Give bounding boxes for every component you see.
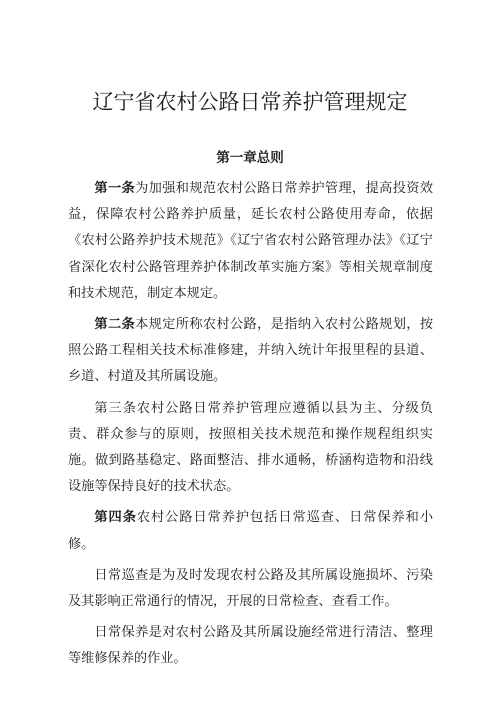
daily-maintenance-paragraph — [68, 620, 433, 672]
article-1-label: 第一条 — [94, 181, 136, 196]
article-2-paragraph — [68, 312, 433, 391]
daily-maintenance-text: 日常保养是对农村公路及其所属设施经常进行清洁、整理等维修保养的作业。 — [68, 625, 433, 667]
article-3-text: 第三条农村公路日常养护管理应遵循以县为主、分级负责、群众参与的原则，按照相关技术规范和操作规程组织实施。做到路基稳定、路面整洁、排水通畅，桥涵构造物和沿线设施等保持良好的技术状态。 — [68, 400, 433, 495]
article-4-text: 农村公路日常养护包括日常巡查、日常保养和小修。 — [68, 510, 434, 552]
article-2-text: 本规定所称农村公路，是指纳入农村公路规划，按照公路工程相关技术标准修建，并纳入统计年报里程的县道、乡道、村道及其所属设施。 — [68, 317, 434, 385]
article-4-label: 第四条 — [94, 510, 137, 526]
article-3-paragraph — [68, 396, 433, 501]
article-2-label: 第二条 — [94, 317, 136, 333]
article-4-paragraph — [68, 505, 433, 557]
chapter-heading: 第一章总则 — [216, 150, 284, 166]
document-body — [68, 176, 433, 673]
daily-inspection-text: 日常巡查是为及时发现农村公路及其所属设施损坏、污染及其影响正常通行的情况，开展的日常检查、查看工作。 — [68, 567, 433, 610]
daily-inspection-paragraph — [68, 563, 433, 615]
document-title: 辽宁省农村公路日常养护管理规定 — [92, 90, 408, 114]
article-1-text: 为加强和规范农村公路日常养护管理，提高投资效益，保障农村公路养护质量，延长农村公路使用寿命，依据《农村公路养护技术规范》《辽宁省农村公路管理办法》《辽宁省深化农村公路管理养护体制改革实施方案》等相关规章制度和技术规范，制定本规定。 — [68, 181, 434, 301]
article-1-paragraph — [68, 176, 433, 307]
